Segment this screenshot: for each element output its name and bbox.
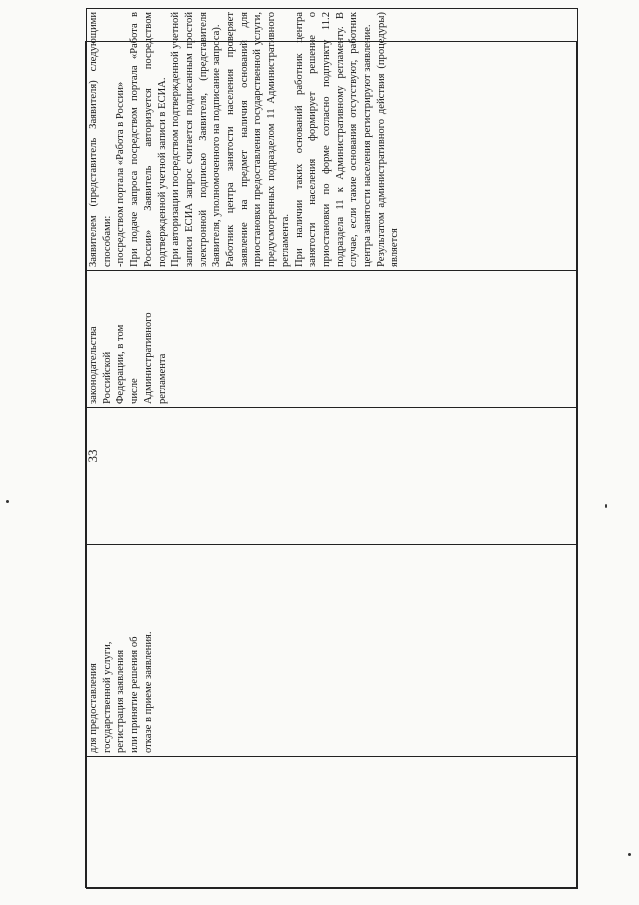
table-cell-col1	[87, 757, 578, 889]
table-cell-col2: для предоставления государственной услуги, регистрация заявления или принятие решения об отказе в приеме заявления.	[87, 545, 578, 757]
table-cell-col4: законодательства Российской Федерации, в том числе Административного регламента	[87, 271, 578, 408]
table-cell-col3	[87, 408, 578, 545]
page-number: 33	[85, 449, 100, 463]
table-row	[87, 9, 578, 889]
table-cell-col5: Заявителем (представитель Заявителя) следующими способами: -посредством портала «Работа в России» При подаче запроса посредством портала «Работа в России» Заявитель авторизуется посредством подтвержденной учетной записи в ЕСИА. При авторизации посредством подтвержденной учетной записи ЕСИА запрос считается подписанным простой электронной подписью Заявителя, (представителя Заявителя, уполномоченного на подписание запроса). Работник центра занятости населения проверяет заявление на предмет наличия оснований для приостановки предоставления государственной услуги, предусмотренных подразделом 11 Административного регламента. При наличии таких оснований работник центра занятости населения формирует решение о приостановки по форме согласно подпункту 11.2 подраздела 11 к Административному регламенту. В случае, если такие основания отсутствуют, работник центра занятости населения регистрируют заявление. Результатом административного действия (процедуры) является	[87, 9, 578, 271]
procedure-table	[85, 12, 577, 888]
scan-speck	[605, 504, 607, 508]
scan-speck	[628, 853, 631, 856]
scan-speck	[6, 500, 9, 503]
